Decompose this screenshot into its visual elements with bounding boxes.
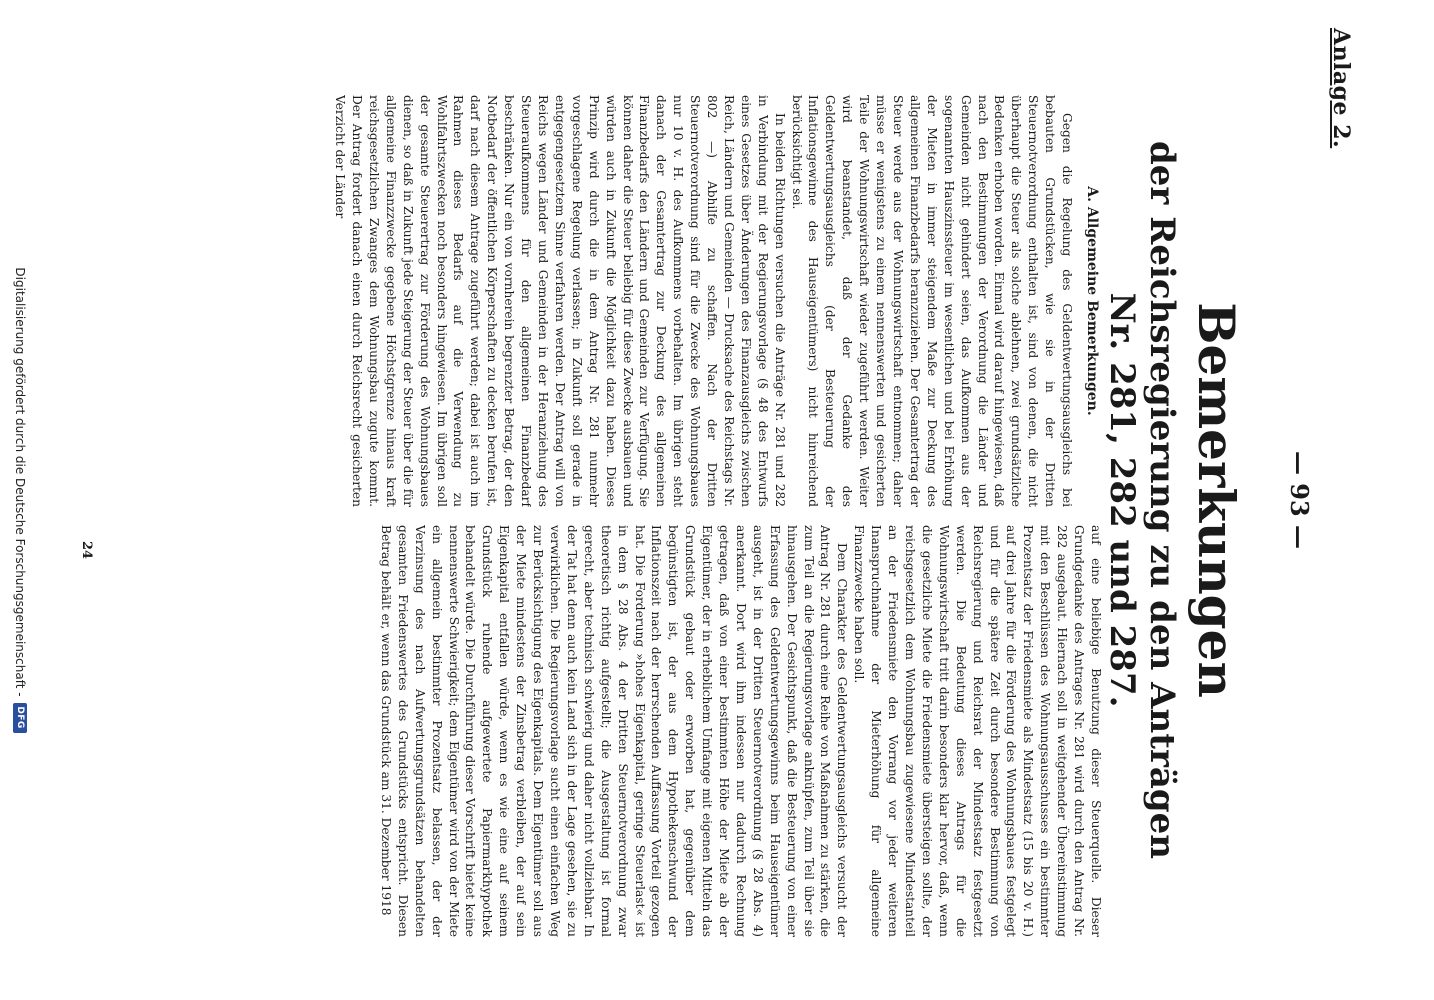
digitization-footer xyxy=(6,0,34,1000)
paragraph: auf eine beliebige Benutzung dieser Steuerquelle. Dieser Grundgedanke des Antrages Nr. 281 wird durch den Antrag Nr. 282 ausgebaut. Hiernach soll in weitgehender Übereinstimmung mit den Beschlüssen des Wohnungsausschusses ein bestimmter Prozentsatz der Friedensmiete als Mindestsatz (15 bis 20 v. H.) auf drei Jahre für die Förderung des Wohnungsbaues festgelegt und für die spätere Zeit durch besondere Bestimmung von Reichsregierung und Reichsrat der Mindestsatz festgesetzt werden. Die Bedeutung dieses Antrags für die Wohnungswirtschaft tritt darin besonders klar hervor, daß, wenn die gesetzliche Miete die Friedensmiete übersteigen sollte, der reichsgesetzlich dem Wohnungsbau zugewiesene Mindestanteil an der Friedensmiete den Vorrang vor jeder weiteren Inanspruchnahme der Mieterhöhung für allgemeine Finanzzwecke haben soll. xyxy=(852,525,1103,937)
section-heading: A. Allgemeine Bemerkungen. xyxy=(1084,186,1100,416)
paragraph: Dem Charakter des Geldentwertungsausgleichs versucht der Antrag Nr. 281 durch eine Reihe von Maßnahmen zu stärken, die zum Teil an die Regierungsvorlage anknüpfen, zum Teil über sie hinausgehen. Der Gesichtspunkt, daß die Besteuerung von einer Erfassung des Geldentwertungsgewinns beim Hauseigentümer ausgeht, ist in der Dritten Steuernotverordnung (§ 28 Abs. 4) anerkannt. Dort wird ihm indessen nur dadurch Rechnung getragen, daß von einer bestimmten Höhe der Miete ab der Eigentümer, der in erheblichem Umfange mit eigenen Mitteln das Grundstück gebaut oder erworben hat, gegenüber dem begünstigten ist, der aus dem Hypothekenschwund der Inflationszeit nach der herrschenden Auffassung Vorteil gezogen hat. Die Forderung »hohes Eigenkapital, geringe Steuerlast« ist in dem § 28 Abs. 4 der Dritten Steuernotverordnung zwar theoretisch richtig aufgestellt; die Ausgestaltung ist formal gerecht, aber technisch schwierig und daher nicht vollziehbar. In der Tat hat denn auch kein Land sich in der Lage gesehen, sie zu verwirklichen. Die Regierungsvorlage sucht einen einfachen Weg zur Berücksichtigung des Eigenkapitals. Dem Eigentümer soll aus der Miete mindestens der Zinsbetrag verbleiben, der auf sein Eigenkapital entfallen würde, wenn es wie eine auf seinem Grundstück ruhende aufgewertete Papiermarkhypothek behandelt würde. Die Durchführung dieser Vorschrift bietet keine nennenswerte Schwierigkeit; dem Eigentümer wird von der Miete ein allgemein bestimmter Prozentsatz belassen, der der Verzinsung des nach Aufwertungsgrundsätzen behandelten gesamten Friedenswertes des Grundstücks entspricht. Diesen Betrag behält er, wenn das Grundstück am 31. Dezember 1918 xyxy=(378,525,850,937)
right-column xyxy=(94,525,1104,937)
annex-label: Anlage 2. xyxy=(1328,28,1354,149)
paragraph: Gegen die Regelung des Geldentwertungsausgleichs bei bebauten Grundstücken, wie sie in der Dritten Steuernotverordnung enthalten ist, sind von denen, die nicht überhaupt die Steuer als solche ablehnen, zwei grundsätzliche Bedenken erhoben worden. Einmal wird darauf hingewiesen, daß nach den Bestimmungen der Verordnung die Länder und Gemeinden nicht gehindert seien, das Aufkommen aus der sogenannten Hauszinssteuer im wesentlichen und bei Erhöhung der Mieten in immer steigendem Maße zur Deckung des allgemeinen Finanzbedarfs heranzuziehen. Der Gesamtertrag der Steuer werde aus der Wohnungswirtschaft entnommen; daher müsse er wenigstens zu einem nennenswerten und gesicherten Teile der Wohnungswirtschaft wieder zugeführt werden. Weiter wird beanstandet, daß der Gedanke des Geldentwertungsausgleichs (der Besteuerung der Inflationsgewinne des Hauseigentümers) nicht hinreichend berücksichtigt sei. xyxy=(789,95,1075,507)
document-title: Bemerkungen xyxy=(1187,302,1246,698)
dfg-logo-icon: DFG xyxy=(13,703,27,733)
paragraph: In beiden Richtungen versuchen die Anträge Nr. 281 und 282 in Verbindung mit der Regierungsvorlage (§ 48 des Entwurfs eines Gesetzes über Änderungen des Finanzausgleichs zwischen Reich, Ländern und Gemeinden — Drucksache des Reichstags Nr. 802 —) Abhilfe zu schaffen. Nach der Dritten Steuernotverordnung sind für die Zwecke des Wohnungsbaues nur 10 v. H. des Aufkommens vorbehalten. Im übrigen steht danach der Gesamtertrag zur Deckung des allgemeinen Finanzbedarfs den Ländern und Gemeinden zur Verfügung. Sie können daher die Steuer beliebig für diese Zwecke ausbauen und würden auch in Zukunft die Möglichkeit dazu haben. Dieses Prinzip wird durch die in dem Antrag Nr. 281 nunmehr vorgeschlagene Regelung verlassen; in Zukunft soll gerade in entgegengesetztem Sinne verfahren werden. Der Antrag will von Reichs wegen Länder und Gemeinden in der Heranziehung des Steueraufkommens für den allgemeinen Finanzbedarf beschränken. Nur ein von vornherein begrenzter Betrag, der den Notbedarf der öffentlichen Körperschaften zu decken berufen ist, darf nach diesem Antrage zugeführt werden; dabei ist auch im Rahmen dieses Bedarfs auf die Verwendung zu Wohlfahrtszwecken noch besonders hingewiesen. Im übrigen soll der gesamte Steuerertrag zur Förderung des Wohnungsbaues dienen, so daß in Zukunft jede Steigerung der Steuer über die für allgemeine Finanzzwecke gegebene Höchstgrenze hinaus kraft reichsgesetzlichen Zwanges dem Wohnungsbau zugute kommt. Der Antrag fordert danach einen durch Reichsrecht gesicherten Verzicht der Länder xyxy=(333,95,787,507)
page-number: — 93 — xyxy=(1285,450,1314,550)
footer-text: Digitalisierung gefördert durch die Deutsche Forschungsgemeinschaft - xyxy=(13,267,27,697)
document-subtitle: der Reichsregierung zu den Anträgen Nr. 281, 282 und 287. xyxy=(1102,140,1182,860)
left-column xyxy=(94,95,1104,507)
signature-mark: 24 xyxy=(79,540,94,560)
